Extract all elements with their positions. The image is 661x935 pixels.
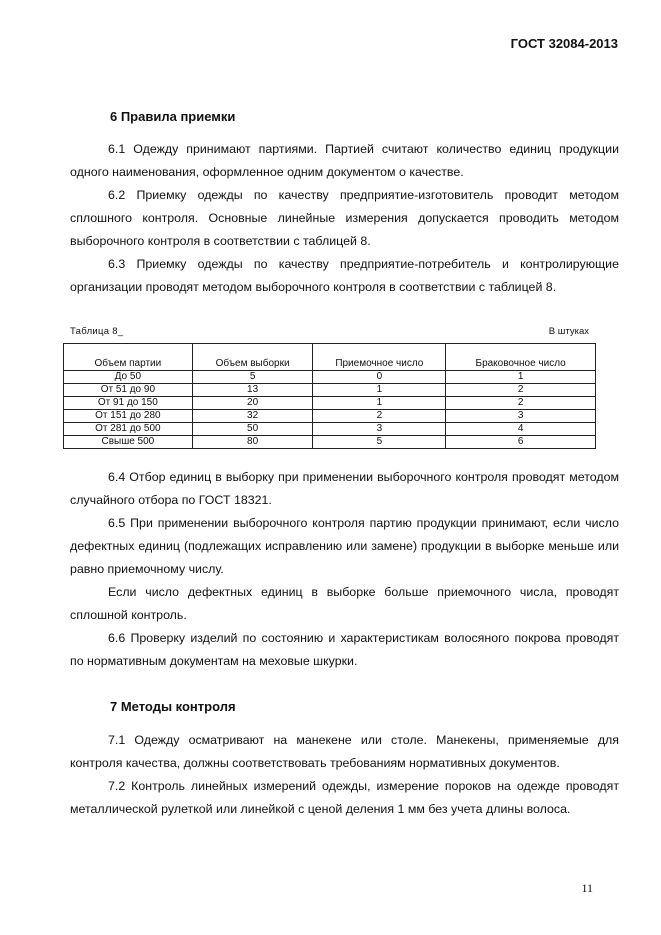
paragraph-6-5-continued: Если число дефектных единиц в выборке больше приемочного числа, проводят сплошной контроль.: [70, 585, 619, 622]
section-7-title: 7 Методы контроля: [110, 699, 236, 714]
table-header-cell: Приемочное число: [313, 344, 446, 371]
table-cell: 32: [192, 410, 313, 423]
table-cell: От 151 до 280: [64, 410, 193, 423]
table-cell: 6: [446, 436, 596, 449]
paragraph-6-5: 6.5 При применении выборочного контроля партию продукции принимают, если число дефектных единиц (подлежащих исправлению или замене) продукции в выборке меньше или равно приемочному числу.: [70, 516, 619, 576]
table-cell: 1: [446, 371, 596, 384]
table-cell: От 91 до 150: [64, 397, 193, 410]
table-header-cell: Браковочное число: [446, 344, 596, 371]
table-cell: 5: [192, 371, 313, 384]
acceptance-table: [63, 343, 596, 449]
table-row: [64, 436, 596, 449]
table-cell: 50: [192, 423, 313, 436]
table-cell: 2: [446, 397, 596, 410]
table-cell: 3: [446, 410, 596, 423]
table-cell: От 281 до 500: [64, 423, 193, 436]
table-cell: 0: [313, 371, 446, 384]
paragraph-6-1: 6.1 Одежду принимают партиями. Партией считают количество единиц продукции одного наименования, оформленное одним документом о качестве.: [70, 142, 619, 179]
table-cell: 80: [192, 436, 313, 449]
table-caption: Таблица 8_: [70, 326, 124, 337]
paragraph-6-6: 6.6 Проверку изделий по состоянию и характеристикам волосяного покрова проводят по нормативным документам на меховые шкурки.: [70, 631, 619, 668]
table-header-cell: Объем выборки: [192, 344, 313, 371]
table-header-cell: Объем партии: [64, 344, 193, 371]
table-cell: 4: [446, 423, 596, 436]
table-cell: 20: [192, 397, 313, 410]
table-cell: До 50: [64, 371, 193, 384]
table-cell: 1: [313, 397, 446, 410]
table-cell: 5: [313, 436, 446, 449]
table-row: [64, 410, 596, 423]
table-cell: 3: [313, 423, 446, 436]
paragraph-7-2: 7.2 Контроль линейных измерений одежды, измерение пороков на одежде проводят металлической рулеткой или линейкой с ценой деления 1 мм без учета длины волоса.: [70, 779, 619, 816]
table-cell: 13: [192, 384, 313, 397]
table-row: [64, 397, 596, 410]
page-number: 11: [581, 881, 593, 895]
paragraph-6-3: 6.3 Приемку одежды по качеству предприятие-потребитель и контролирующие организации проводят методом выборочного контроля в соответствии с таблицей 8.: [70, 257, 619, 294]
document-code: ГОСТ 32084-2013: [510, 36, 618, 51]
table-cell: 2: [446, 384, 596, 397]
table-row: [64, 371, 596, 384]
table-cell: 2: [313, 410, 446, 423]
paragraph-6-2: 6.2 Приемку одежды по качеству предприятие-изготовитель проводит методом сплошного контроля. Основные линейные измерения допускается проводить методом выборочного контроля в соответствии с таблицей 8.: [70, 188, 619, 248]
table-header-row: [64, 344, 596, 371]
table-units: В штуках: [548, 326, 589, 337]
table-cell: От 51 до 90: [64, 384, 193, 397]
table-row: [64, 423, 596, 436]
table-cell: Свыше 500: [64, 436, 193, 449]
table-cell: 1: [313, 384, 446, 397]
paragraph-7-1: 7.1 Одежду осматривают на манекене или столе. Манекены, применяемые для контроля качества, должны соответствовать требованиям нормативных документов.: [70, 733, 619, 770]
section-6-title: 6 Правила приемки: [110, 109, 236, 124]
paragraph-6-4: 6.4 Отбор единиц в выборку при применении выборочного контроля проводят методом случайного отбора по ГОСТ 18321.: [70, 470, 619, 507]
table-row: [64, 384, 596, 397]
